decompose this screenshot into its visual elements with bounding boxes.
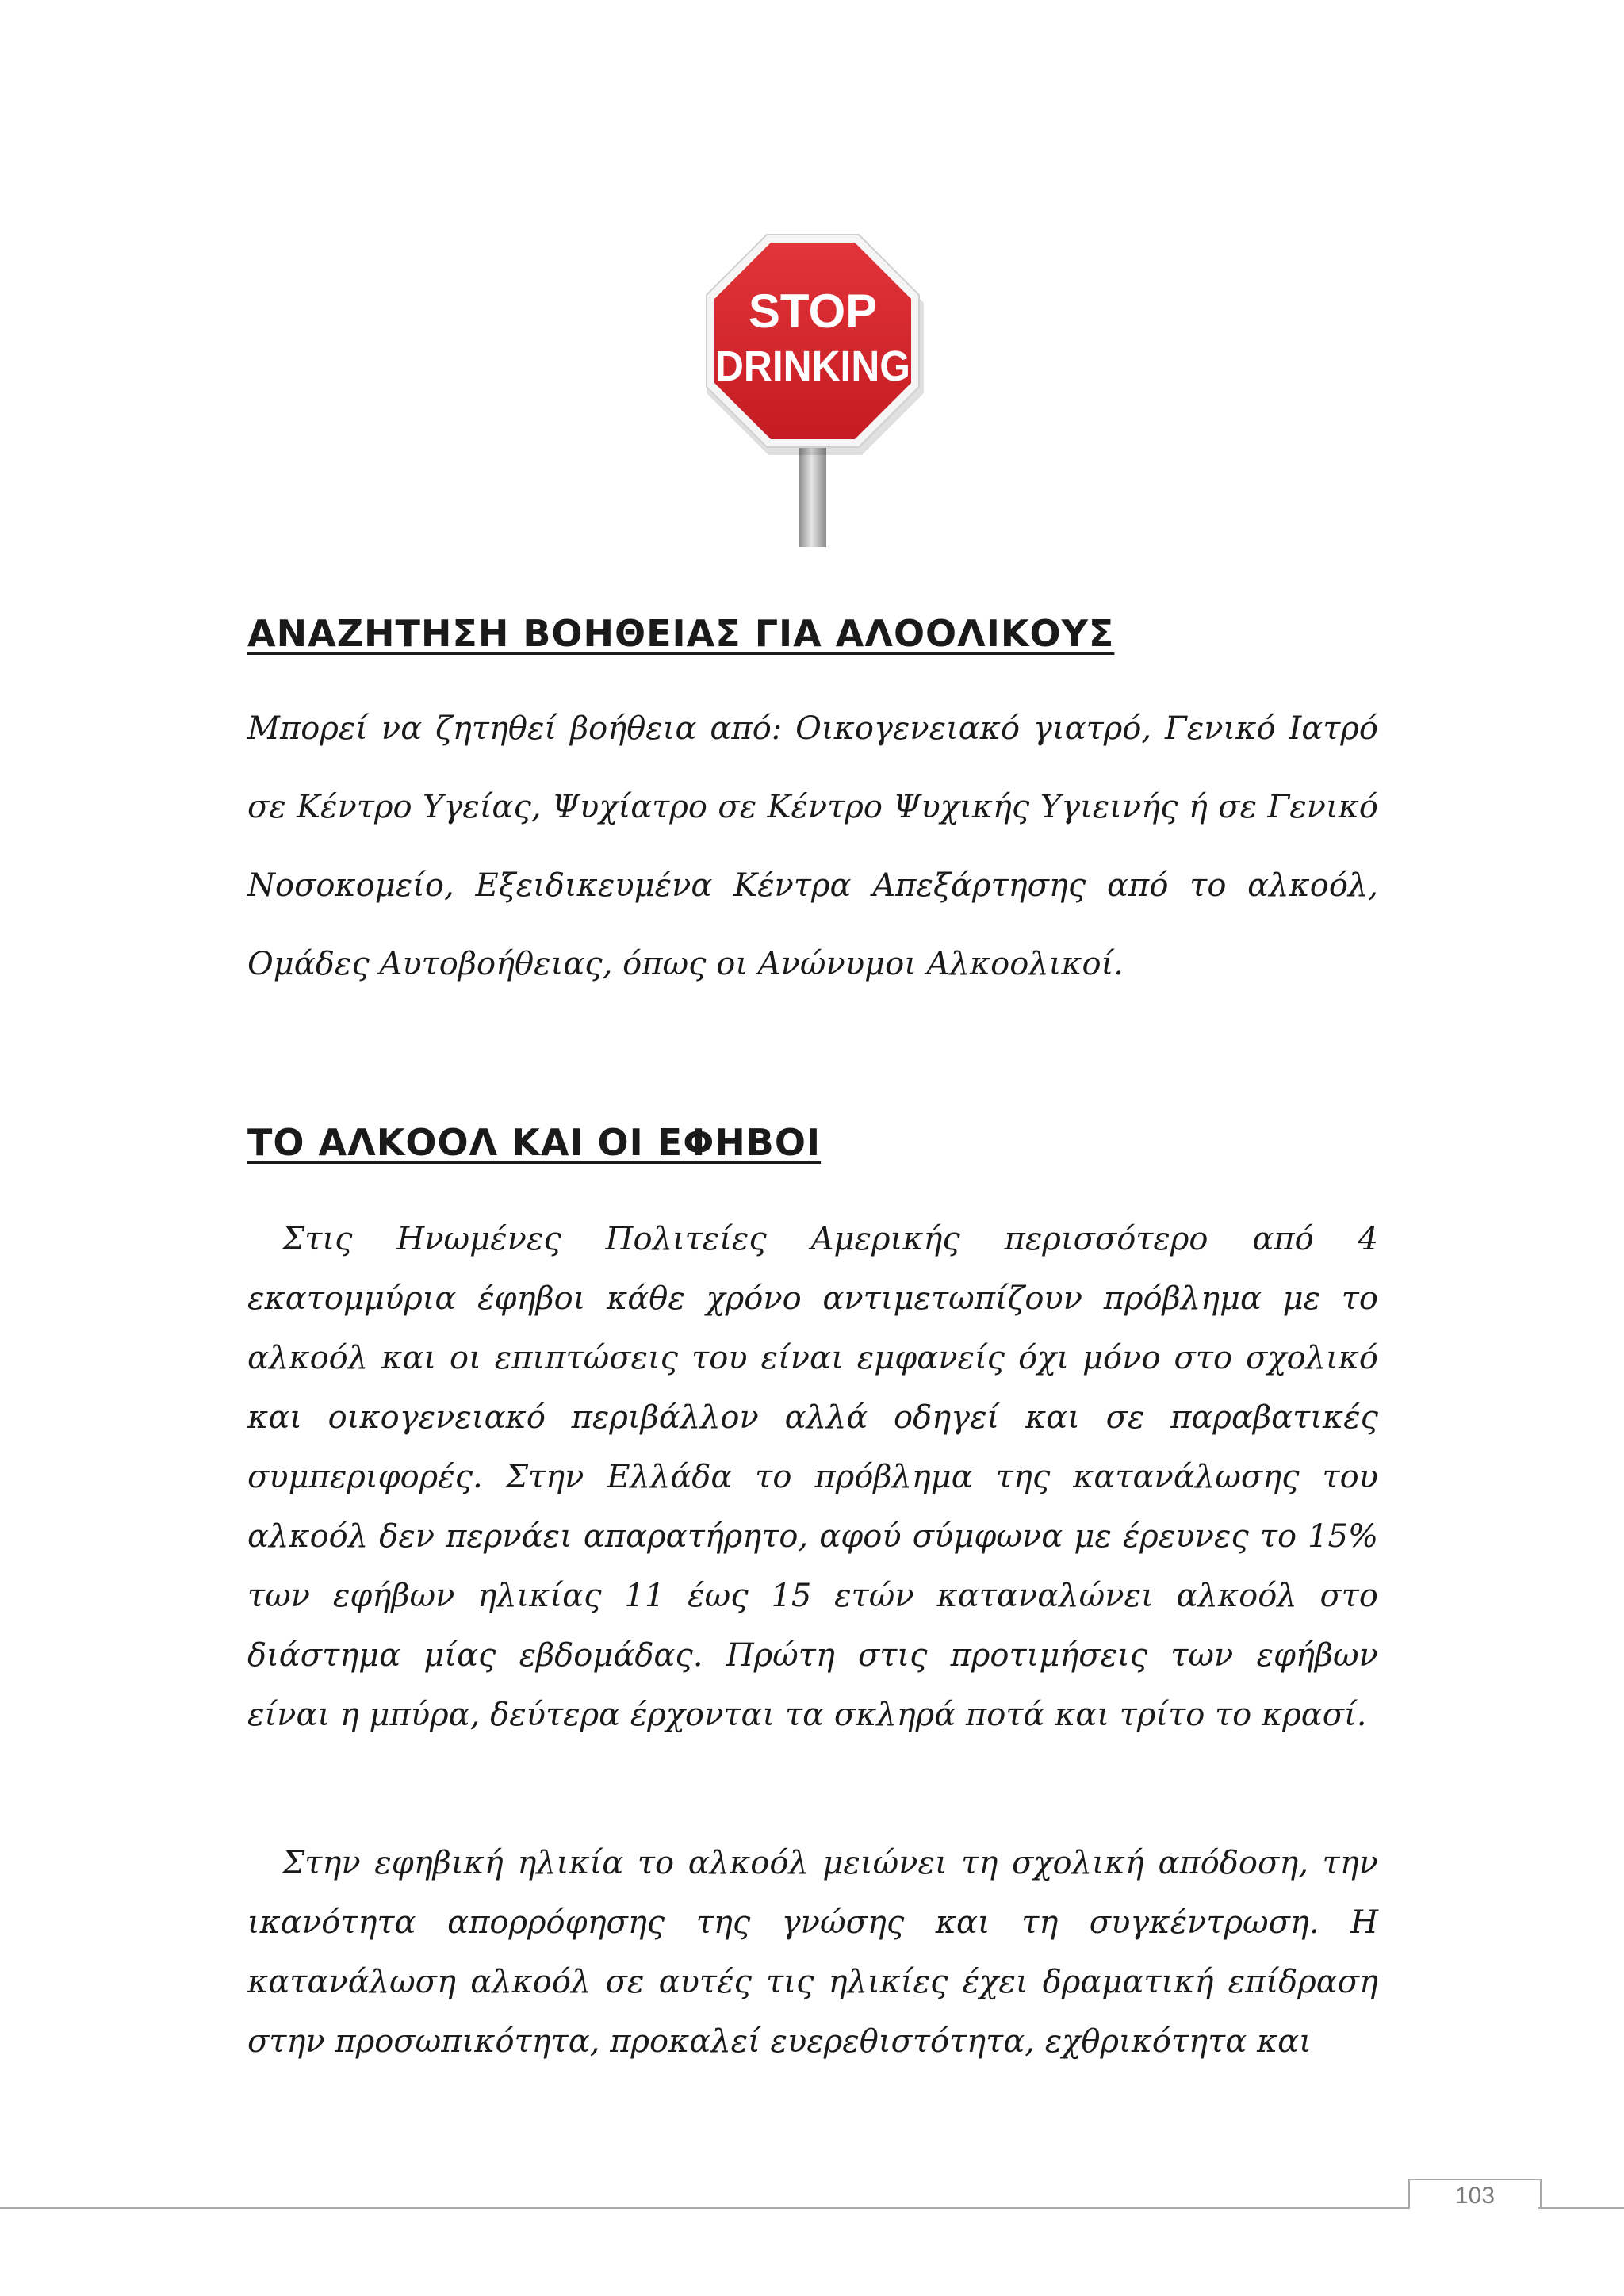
stop-drinking-sign-image: [702, 230, 924, 547]
stop-sign-icon: [702, 230, 924, 547]
section-heading-seeking-help: ΑΝΑΖΗΤΗΣΗ ΒΟΗΘΕΙΑΣ ΓΙΑ ΑΛΟΟΛΙΚΟΥΣ: [247, 612, 1115, 655]
paragraph-alcohol-teens-1: Στις Ηνωμένες Πολιτείες Αμερικής περισσότερο από 4 εκατομμύρια έφηβοι κάθε χρόνο αντιμετωπίζουν πρόβλημα με το αλκοόλ και οι επιπτώσεις του είναι εμφανείς όχι μόνο στο σχολικό και οικογενειακό περιβάλλον αλλά οδηγεί και σε παραβατικές συμπεριφορές. Στην Ελλάδα το πρόβλημα της κατανάλωσης του αλκοόλ δεν περνάει απαρατήρητο, αφού σύμφωνα με έρευνες το 15% των εφήβων ηλικίας 11 έως 15 ετών καταναλώνει αλκοόλ στο διάστημα μίας εβδομάδας. Πρώτη στις προτιμήσεις των εφήβων είναι η μπύρα, δεύτερα έρχονται τα σκληρά ποτά και τρίτο το κρασί.: [247, 1221, 1378, 1733]
sign-face: [714, 243, 911, 439]
sign-text-line2: DRINKING: [715, 342, 910, 390]
paragraph-alcohol-teens-2: Στην εφηβική ηλικία το αλκοόλ μειώνει τη σχολική απόδοση, την ικανότητα απορρόφησης της γνώσης και τη συγκέντρωση. Η κατανάλωση αλκοόλ σε αυτές τις ηλικίες έχει δραματική επίδραση στην προσωπικότητα, προκαλεί ευερεθιστότητα, εχθρικότητα και: [247, 1845, 1378, 2060]
footer-rule-left: [0, 2207, 1408, 2209]
page-number: 103: [1408, 2179, 1542, 2209]
footer-rule-right: [1538, 2207, 1624, 2209]
paragraph-seeking-help: Μπορεί να ζητηθεί βοήθεια από: Οικογενειακό γιατρό, Γενικό Ιατρό σε Κέντρο Υγείας, Ψυχίατρο σε Κέντρο Ψυχικής Υγιεινής ή σε Γενικό Νοσοκομείο, Εξειδικευμένα Κέντρα Απεξάρτησης από το αλκοόλ, Ομάδες Αυτοβοήθειας, όπως οι Ανώνυμοι Αλκοολικοί.: [247, 710, 1378, 982]
section-heading-alcohol-teens: ΤΟ ΑΛΚΟΟΛ ΚΑΙ ΟΙ ΕΦΗΒΟΙ: [247, 1121, 822, 1164]
sign-text-line1: STOP: [748, 285, 878, 338]
